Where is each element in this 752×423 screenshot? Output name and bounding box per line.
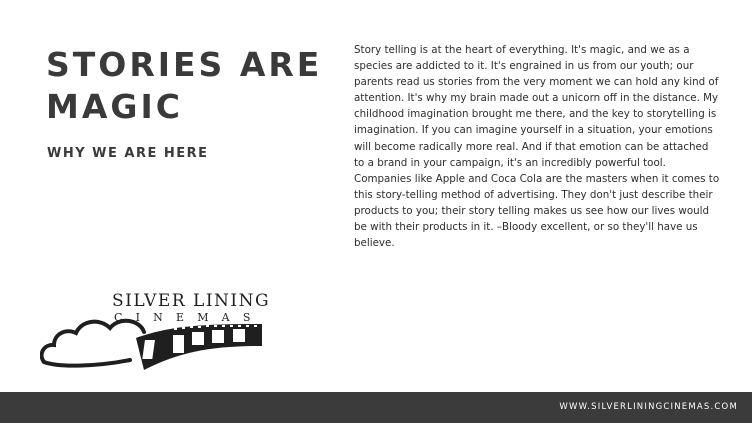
body-paragraph: Story telling is at the heart of everything. It's magic, and we as a species are addicted to it. It's engrained in us from our youth; our parents read us stories from the very moment we can hold any kind of attention. It's why my brain made out a unicorn off in the distance. My childhood imagination brought me there, and the key to storytelling is imagination. If you can imagine yourself in a situation, your emotions will become radically more real. And if that emotion can be attached to a brand in your campaign, it's an incredibly powerful tool. Companies like Apple and Coca Cola are the masters when it comes to this story-telling method of advertising. They don't just describe their products to you; their story telling makes us see how our lives would be with their products in it. –Bloody excellent, or so they'll have us believe.: [354, 44, 720, 250]
footer-bar: [0, 392, 752, 423]
page-subtitle: WHY WE ARE HERE: [47, 146, 209, 161]
logo-wordmark-line1: SILVER LINING: [112, 291, 271, 311]
footer-website-url[interactable]: WWW.SILVERLININGCINEMAS.COM: [559, 402, 738, 412]
brand-logo: [40, 290, 272, 370]
page-title: STORIES ARE MAGIC: [46, 45, 323, 126]
logo-wordmark-line2: CINEMAS: [114, 311, 264, 324]
